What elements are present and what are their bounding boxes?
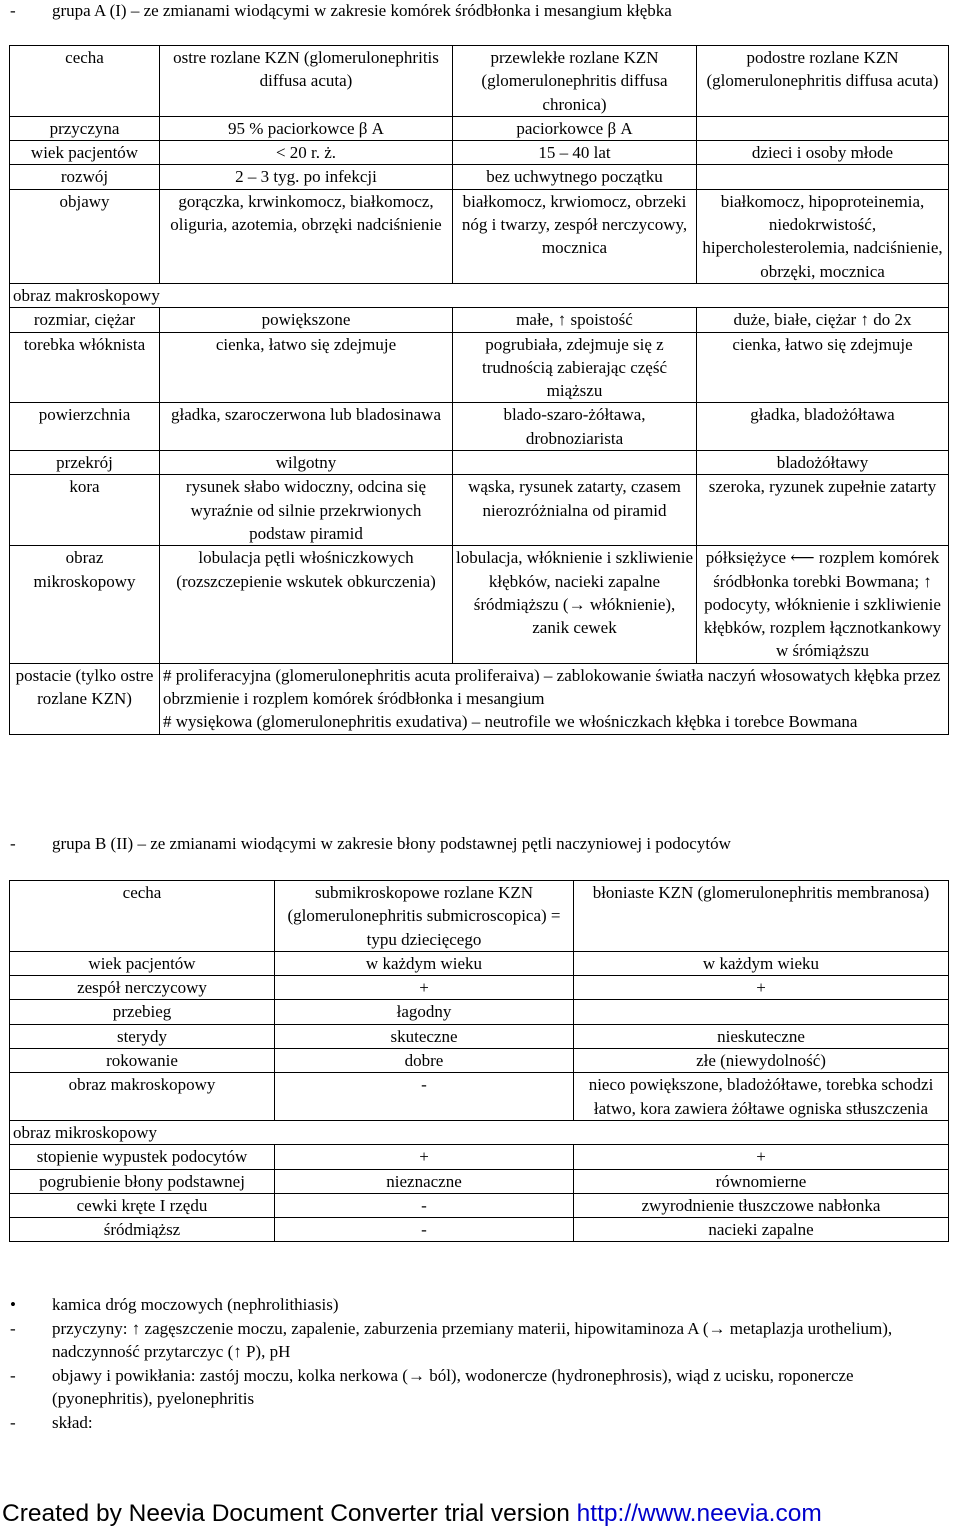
group-b-heading	[10, 833, 731, 855]
table-cell: paciorkowce β A	[453, 116, 697, 140]
postacie-cell	[160, 663, 949, 734]
table-cell: rozmiar, ciężar	[10, 308, 160, 332]
table-cell: objawy	[10, 189, 160, 283]
table-cell: blado-szaro-żółtawa, drobnoziarista	[453, 403, 697, 451]
table-cell: zespół nerczycowy	[10, 976, 275, 1000]
table-cell: pogrubienie błony podstawnej	[10, 1169, 275, 1193]
kamica-section	[10, 1293, 950, 1434]
table-row	[10, 881, 949, 952]
table-cell: białkomocz, krwiomocz, obrzeki nóg i twarzy, zespół nerczycowy, mocznica	[453, 189, 697, 283]
table-cell: +	[275, 976, 574, 1000]
table-cell	[697, 116, 949, 140]
table-cell: bladożółtawy	[697, 451, 949, 475]
table-cell: pogrubiała, zdejmuje się z trudnością zabierając część miąższu	[453, 332, 697, 403]
table-cell: nieskuteczne	[574, 1024, 949, 1048]
table-cell: przekrój	[10, 451, 160, 475]
table-cell: lobulacja pętli włośniczkowych (rozszczepienie wskutek obkurczenia)	[160, 546, 453, 663]
table-cell: duże, białe, ciężar ↑ do 2x	[697, 308, 949, 332]
table-cell: przyczyna	[10, 116, 160, 140]
table-cell: bez uchwytnego początku	[453, 165, 697, 189]
header-cell: podostre rozlane KZN (glomerulonephritis diffusa acuta)	[697, 46, 949, 117]
dash-marker: -	[10, 1318, 16, 1338]
table-cell: dzieci i osoby młode	[697, 141, 949, 165]
table-cell: 2 – 3 tyg. po infekcji	[160, 165, 453, 189]
table-cell: łagodny	[275, 1000, 574, 1024]
postacie-proliferacyjna: # proliferacyjna (glomerulonephritis acuta proliferaiva) – zablokowanie światła naczyń włosowatych kłębka przez obrzmienie i rozplem komórek śródbłonka i mesangium	[163, 665, 941, 709]
header-cell: cecha	[10, 46, 160, 117]
table-cell: równomierne	[574, 1169, 949, 1193]
dash-marker: -	[10, 1412, 16, 1432]
table-cell: złe (niewydolność)	[574, 1049, 949, 1073]
dash-marker: -	[10, 1365, 16, 1385]
table-cell: rysunek słabo widoczny, odcina się wyraźnie od silnie przekrwionych podstaw piramid	[160, 475, 453, 546]
table-row	[10, 189, 949, 283]
header-cell: błoniaste KZN (glomerulonephritis membranosa)	[574, 881, 949, 952]
table-cell: gorączka, krwinkomocz, białkomocz, oliguria, azotemia, obrzęki nadciśnienie	[160, 189, 453, 283]
table-cell: nieco powiększone, bladożółtawe, torebka schodzi łatwo, kora zawiera żółtawe ogniska stłuszczenia	[574, 1073, 949, 1121]
group-a-table	[9, 45, 949, 735]
footer-text: Created by Neevia Document Converter trial version	[2, 1500, 577, 1527]
table-cell: wilgotny	[160, 451, 453, 475]
table-cell: śródmiąższ	[10, 1218, 275, 1242]
table-row	[10, 116, 949, 140]
table-row	[10, 1218, 949, 1242]
table-cell: obraz makroskopowy	[10, 1073, 275, 1121]
table-row	[10, 951, 949, 975]
table-cell: stopienie wypustek podocytów	[10, 1145, 275, 1169]
table-row	[10, 283, 949, 307]
list-item	[10, 1364, 950, 1411]
table-cell: postacie (tylko ostre rozlane KZN)	[10, 663, 160, 734]
header-cell: submikroskopowe rozlane KZN (glomerulonephritis submicroscopica) = typu dziecięcego	[275, 881, 574, 952]
table-cell: gładka, szaroczerwona lub bladosinawa	[160, 403, 453, 451]
table-cell	[574, 1000, 949, 1024]
table-cell: 15 – 40 lat	[453, 141, 697, 165]
list-item-text: przyczyny: ↑ zagęszczenie moczu, zapalenie, zaburzenia przemiany materii, hipowitaminoza A (→ metaplazja urothelium), nadczynność przytarczyc (↑ P), pH	[52, 1318, 893, 1361]
table-cell: +	[574, 1145, 949, 1169]
bullet-marker: •	[10, 1295, 16, 1314]
list-item	[10, 1317, 950, 1364]
table-cell: kora	[10, 475, 160, 546]
table-cell: rozwój	[10, 165, 160, 189]
dash-marker: -	[10, 1, 16, 20]
table-cell: nacieki zapalne	[574, 1218, 949, 1242]
table-row	[10, 1193, 949, 1217]
table-row	[10, 1145, 949, 1169]
table-cell: białkomocz, hipoproteinemia, niedokrwistość, hipercholesterolemia, nadciśnienie, obrzęki, mocznica	[697, 189, 949, 283]
table-cell: wąska, rysunek zatarty, czasem nierozróżnialna od piramid	[453, 475, 697, 546]
table-row	[10, 332, 949, 403]
table-cell: wiek pacjentów	[10, 951, 275, 975]
table-cell: cewki kręte I rzędu	[10, 1193, 275, 1217]
table-cell: małe, ↑ spoistość	[453, 308, 697, 332]
table-row	[10, 1120, 949, 1144]
table-cell	[453, 451, 697, 475]
table-cell: +	[275, 1145, 574, 1169]
header-cell: cecha	[10, 881, 275, 952]
group-a-heading-text: grupa A (I) – ze zmianami wiodącymi w zakresie komórek śródbłonka i mesangium kłębka	[52, 1, 672, 20]
table-row	[10, 546, 949, 663]
group-a-heading	[10, 0, 672, 22]
table-cell: +	[574, 976, 949, 1000]
group-b-table	[9, 880, 949, 1242]
table-row	[10, 165, 949, 189]
table-row	[10, 1000, 949, 1024]
header-cell: ostre rozlane KZN (glomerulonephritis diffusa acuta)	[160, 46, 453, 117]
table-cell: dobre	[275, 1049, 574, 1073]
list-item	[10, 1411, 950, 1435]
kamica-title	[10, 1293, 950, 1317]
table-row	[10, 475, 949, 546]
list-item-text: objawy i powikłania: zastój moczu, kolka nerkowa (→ ból), wodonercze (hydronephrosis), wiąd z ucisku, roponercze (pyonephritis), pyelonephritis	[52, 1365, 854, 1408]
table-row	[10, 451, 949, 475]
table-cell: -	[275, 1073, 574, 1121]
table-cell: przebieg	[10, 1000, 275, 1024]
table-cell: gładka, bladożółtawa	[697, 403, 949, 451]
table-cell: 95 % paciorkowce β A	[160, 116, 453, 140]
table-cell: -	[275, 1193, 574, 1217]
table-cell: szeroka, ryzunek zupełnie zatarty	[697, 475, 949, 546]
table-cell: półksiężyce ⟵ rozplem komórek śródbłonka torebki Bowmana; ↑ podocyty, włóknienie i szkliwienie kłębków, rozplem łącznotkankowy w śrómiąższu	[697, 546, 949, 663]
table-cell: cienka, łatwo się zdejmuje	[160, 332, 453, 403]
table-cell: -	[275, 1218, 574, 1242]
table-row	[10, 308, 949, 332]
footer-link[interactable]: http://www.neevia.com	[576, 1500, 822, 1527]
group-b-heading-text: grupa B (II) – ze zmianami wiodącymi w zakresie błony podstawnej pętli naczyniowej i podocytów	[52, 834, 731, 853]
section-label: obraz makroskopowy	[10, 283, 949, 307]
table-cell: skuteczne	[275, 1024, 574, 1048]
converter-footer	[2, 1500, 822, 1528]
table-cell: zwyrodnienie tłuszczowe nabłonka	[574, 1193, 949, 1217]
table-row	[10, 1024, 949, 1048]
table-cell: sterydy	[10, 1024, 275, 1048]
table-cell: nieznaczne	[275, 1169, 574, 1193]
table-row	[10, 141, 949, 165]
header-cell: przewlekłe rozlane KZN (glomerulonephritis diffusa chronica)	[453, 46, 697, 117]
table-cell: < 20 r. ż.	[160, 141, 453, 165]
table-cell: lobulacja, włóknienie i szkliwienie kłębków, nacieki zapalne śródmiąższu (→ włóknienie), zanik cewek	[453, 546, 697, 663]
table-cell: w każdym wieku	[275, 951, 574, 975]
table-row	[10, 1073, 949, 1121]
table-row	[10, 663, 949, 734]
list-item-text: skład:	[52, 1412, 93, 1432]
table-row	[10, 1049, 949, 1073]
table-row	[10, 403, 949, 451]
table-row	[10, 1169, 949, 1193]
table-cell: wiek pacjentów	[10, 141, 160, 165]
table-cell: obraz mikroskopowy	[10, 546, 160, 663]
table-cell: cienka, łatwo się zdejmuje	[697, 332, 949, 403]
table-cell: powierzchnia	[10, 403, 160, 451]
table-cell: torebka włóknista	[10, 332, 160, 403]
section-label: obraz mikroskopowy	[10, 1120, 949, 1144]
table-row	[10, 46, 949, 117]
table-cell	[697, 165, 949, 189]
table-row	[10, 976, 949, 1000]
table-cell: w każdym wieku	[574, 951, 949, 975]
postacie-wysiekowa: # wysiękowa (glomerulonephritis exudativa) – neutrofile we włośniczkach kłębka i torebce Bowmana	[163, 712, 858, 732]
dash-marker: -	[10, 834, 16, 853]
table-cell: powiększone	[160, 308, 453, 332]
kamica-title-text: kamica dróg moczowych (nephrolithiasis)	[52, 1295, 339, 1314]
table-cell: rokowanie	[10, 1049, 275, 1073]
